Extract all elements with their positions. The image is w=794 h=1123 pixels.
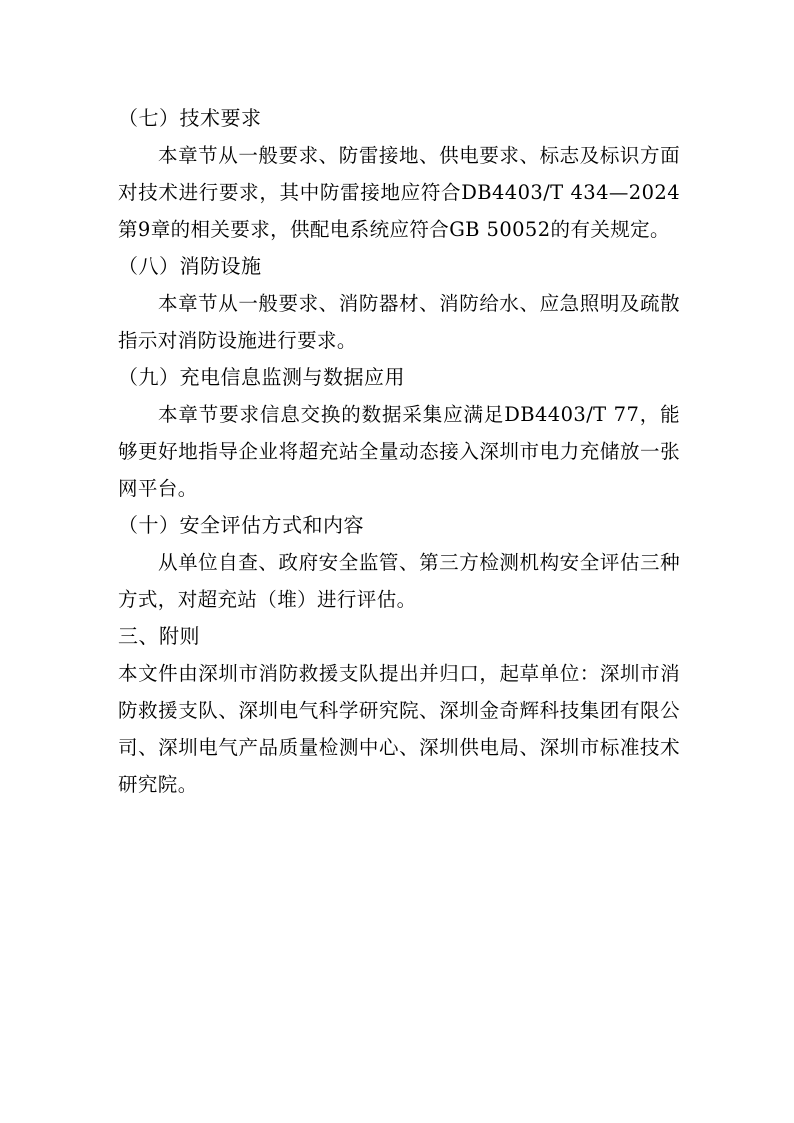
section-heading-9: （九）充电信息监测与数据应用: [118, 365, 405, 389]
section-paragraph-10: 从单位自查、政府安全监管、第三方检测机构安全评估三种方式，对超充站（堆）进行评估。: [118, 551, 680, 611]
section-paragraph-9: 本章节要求信息交换的数据采集应满足DB4403/T 77，能够更好地指导企业将超充站全量动态接入深圳市电力充储放一张网平台。: [118, 403, 680, 500]
appendix-paragraph: 本文件由深圳市消防救援支队提出并归口，起草单位：深圳市消防救援支队、深圳电气科学研究院、深圳金奇辉科技集团有限公司、深圳电气产品质量检测中心、深圳供电局、深圳市标准技术研究院。: [118, 662, 680, 796]
section-paragraph-7: 本章节从一般要求、防雷接地、供电要求、标志及标识方面对技术进行要求，其中防雷接地应符合DB4403/T 434—2024第9章的相关要求，供配电系统应符合GB 50052的有关规定。: [118, 144, 680, 241]
section-heading-7: （七）技术要求: [118, 106, 262, 130]
section-paragraph-8: 本章节从一般要求、消防器材、消防给水、应急照明及疏散指示对消防设施进行要求。: [118, 292, 680, 352]
section-heading-10: （十）安全评估方式和内容: [118, 513, 364, 537]
document-body: [118, 100, 680, 803]
appendix-heading: 三、附则: [118, 624, 200, 648]
section-heading-8: （八）消防设施: [118, 254, 262, 278]
